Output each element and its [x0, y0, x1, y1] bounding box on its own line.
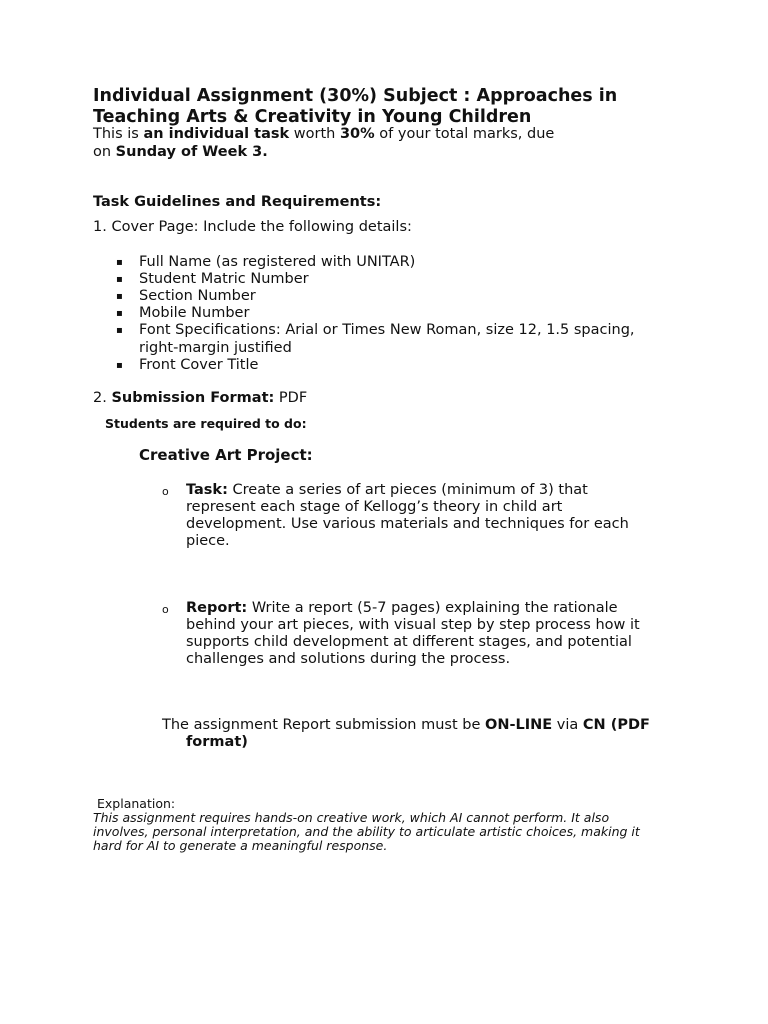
- list-item: Full Name (as registered with UNITAR): [139, 254, 416, 270]
- bullet-icon: ▪: [116, 257, 123, 268]
- report-text: Write a report (5-7 pages) explaining the rationale: [247, 600, 618, 616]
- task-line-1: [186, 482, 588, 499]
- circle-bullet-icon: o: [162, 485, 169, 498]
- submission-number: 2.: [93, 390, 112, 406]
- report-line-2: behind your art pieces, with visual step by step process how it: [186, 617, 640, 633]
- submission-note-bold: CN (PDF: [582, 717, 650, 733]
- report-line-3: supports child development at different stages, and potential: [186, 634, 632, 650]
- list-item: Mobile Number: [139, 305, 250, 321]
- guidelines-heading: Task Guidelines and Requirements:: [93, 194, 382, 210]
- list-item: Section Number: [139, 288, 256, 304]
- explanation-line-1: This assignment requires hands-on creative work, which AI cannot perform. It also: [93, 810, 610, 825]
- list-item: Font Specifications: Arial or Times New Roman, size 12, 1.5 spacing,: [139, 322, 635, 338]
- report-line-4: challenges and solutions during the process.: [186, 651, 511, 667]
- intro-text: This is: [93, 126, 144, 142]
- required-heading: Students are required to do:: [105, 416, 307, 431]
- task-line-4: piece.: [186, 533, 230, 549]
- report-label: Report:: [186, 600, 248, 616]
- cover-page-line: 1. Cover Page: Include the following details:: [93, 219, 412, 235]
- explanation-line-2: involves, personal interpretation, and the ability to articulate artistic choices, making it: [93, 824, 640, 839]
- task-line-3: development. Use various materials and techniques for each: [186, 516, 629, 532]
- submission-note-line-1: [162, 717, 650, 734]
- submission-format-line: [93, 390, 307, 407]
- bullet-icon: ▪: [116, 360, 123, 371]
- document-title: [93, 86, 617, 128]
- intro-bold-due-date: Sunday of Week 3.: [115, 144, 268, 160]
- task-label: Task:: [186, 482, 228, 498]
- list-item: Student Matric Number: [139, 271, 309, 287]
- submission-note-text: The assignment Report submission must be: [162, 717, 486, 733]
- list-item: Front Cover Title: [139, 357, 259, 373]
- list-item-continuation: right-margin justified: [139, 340, 292, 356]
- intro-bold-task: an individual task: [143, 126, 290, 142]
- intro-text: on: [93, 144, 116, 160]
- intro-line-1: [93, 126, 554, 143]
- task-line-2: represent each stage of Kellogg’s theory in child art: [186, 499, 563, 515]
- bullet-icon: ▪: [116, 274, 123, 285]
- intro-line-2: [93, 144, 268, 161]
- explanation-line-3: hard for AI to generate a meaningful response.: [93, 838, 388, 853]
- bullet-icon: ▪: [116, 291, 123, 302]
- submission-note-line-2: format): [186, 734, 248, 750]
- bullet-icon: ▪: [116, 308, 123, 319]
- title-line-1: Individual Assignment (30%) Subject : Approaches in: [93, 86, 618, 106]
- intro-bold-percent: 30%: [339, 126, 375, 142]
- report-line-1: [186, 600, 618, 617]
- submission-note-bold: ON-LINE: [485, 717, 553, 733]
- task-text: Create a series of art pieces (minimum of 3) that: [227, 482, 588, 498]
- project-heading: Creative Art Project:: [139, 446, 313, 464]
- submission-value: PDF: [274, 390, 308, 406]
- bullet-icon: ▪: [116, 325, 123, 336]
- explanation-label: Explanation:: [97, 796, 176, 811]
- circle-bullet-icon: o: [162, 603, 169, 616]
- intro-text: of your total marks, due: [374, 126, 555, 142]
- intro-text: worth: [289, 126, 340, 142]
- title-line-2: Teaching Arts & Creativity in Young Children: [93, 107, 532, 127]
- submission-note-text: via: [552, 717, 583, 733]
- submission-label: Submission Format:: [111, 390, 275, 406]
